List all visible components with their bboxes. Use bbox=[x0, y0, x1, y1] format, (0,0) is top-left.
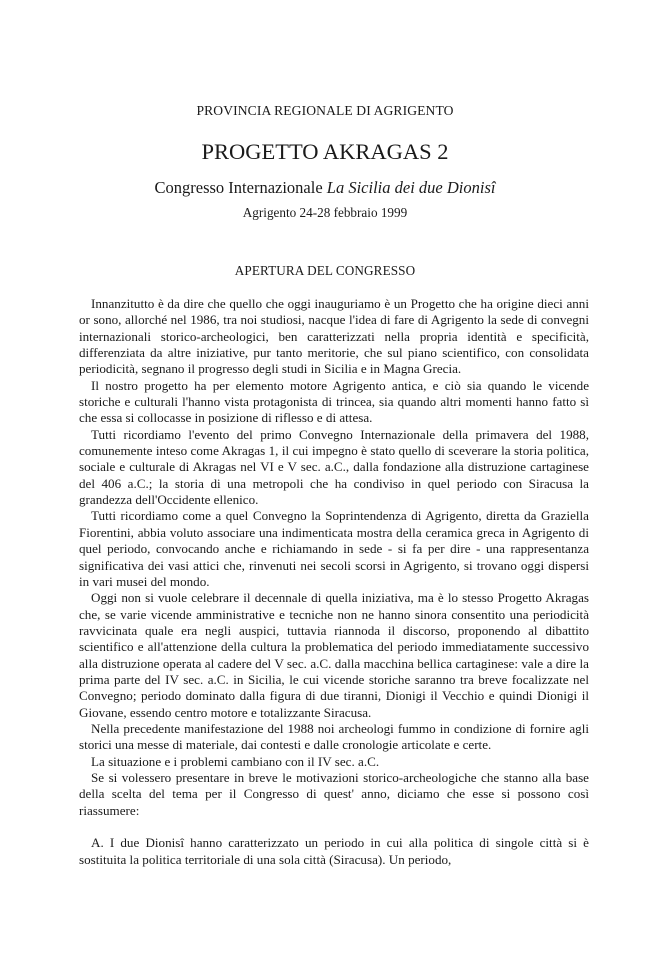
section-heading: APERTURA DEL CONGRESSO bbox=[234, 263, 416, 278]
body-text bbox=[79, 296, 589, 868]
paragraph: Nella precedente manifestazione del 1988 noi archeologi fummo in condizione di fornire agli storici una messe di materiale, dai contesti e dalle cronologie articolate e certe. bbox=[79, 720, 589, 753]
paragraph: Il nostro progetto ha per elemento motore Agrigento antica, e ciò sia quando le vicende storiche e culturali l'hanno vista protagonista di trincea, sia quando altri momenti hanno fatto sì che essa si collocasse in posizione di riflesso e di attesa. bbox=[79, 377, 589, 426]
paragraph: Tutti ricordiamo l'evento del primo Convegno Internazionale della primavera del 1988, comunemente inteso come Akragas 1, il cui impegno è stato quello di sceverare la storia politica, sociale e culturale di Akragas nel VI e V sec. a.C., dalla fondazione alla distruzione cartaginese del 406 a.C.; la storia di una metropoli che ha condiviso in quel periodo con Siracusa la grandezza dell'Occidente ellenico. bbox=[79, 426, 589, 508]
project-title: PROGETTO AKRAGAS 2 bbox=[201, 139, 449, 164]
congress-title: La Sicilia dei due Dionisî bbox=[326, 178, 496, 197]
organization-name: PROVINCIA REGIONALE DI AGRIGENTO bbox=[196, 103, 454, 118]
paragraph: Innanzitutto è da dire che quello che oggi inauguriamo è un Progetto che ha origine dieci anni or sono, allorché nel 1986, tra noi studiosi, nacque l'idea di fare di Agrigento la sede di convegni internazionali storico-archeologici, ben caratterizzati nella propria identità e specificità, differenziata da altre iniziative, pur tanto meritorie, che sul piano scientifico, con consolidata periodicità, segnano il progresso degli studi in Sicilia e in Magna Grecia. bbox=[79, 296, 589, 377]
paragraph: Tutti ricordiamo come a quel Convegno la Soprintendenza di Agrigento, diretta da Graziella Fiorentini, abbia voluto associare una indimenticata mostra della ceramica greca in Agrigento di quel periodo, convocando anche e richiamando in sede - si fa per dire - una rappresentanza significativa dei vasi attici che, rinvenuti nei secoli scorsi in Agrigento, si trovano oggi dispersi in vari musei del mondo. bbox=[79, 508, 589, 589]
paragraph: Se si volessero presentare in breve le motivazioni storico-archeologiche che stanno alla base della scelta del tema per il Congresso di quest' anno, diciamo che esse si possono così riassumere: bbox=[79, 769, 589, 818]
congress-title-line bbox=[0, 178, 650, 198]
paragraph: La situazione e i problemi cambiano con il IV sec. a.C. bbox=[91, 753, 380, 769]
congress-date-place: Agrigento 24-28 febbraio 1999 bbox=[242, 205, 408, 220]
congress-prefix: Congresso Internazionale bbox=[154, 178, 323, 197]
paragraph: A. I due Dionisî hanno caratterizzato un periodo in cui alla politica di singole città si è sostituita la politica territoriale di una sola città (Siracusa). Un periodo, bbox=[79, 835, 589, 867]
paragraph: Oggi non si vuole celebrare il decennale di quella iniziativa, ma è lo stesso Progetto Akragas che, se varie vicende amministrative e tecniche non ne hanno sinora consentito una periodicità ravvicinata quale era negli auspici, tuttavia riannoda il discorso, proponendo al dibattito scientifico e all'attenzione della cultura la problematica del periodo immediatamente successivo alla distruzione operata al cadere del V sec. a.C. dalla macchina bellica cartaginese: vale a dire la prima parte del IV sec. a.C. in Sicilia, le cui vicende storiche saranno tra breve focalizzate nel Convegno; periodo dominato dalla figura di due tiranni, Dionigi il Vecchio e quindi Dionigi il Giovane, essendo centro motore e totalizzante Siracusa. bbox=[79, 590, 589, 720]
